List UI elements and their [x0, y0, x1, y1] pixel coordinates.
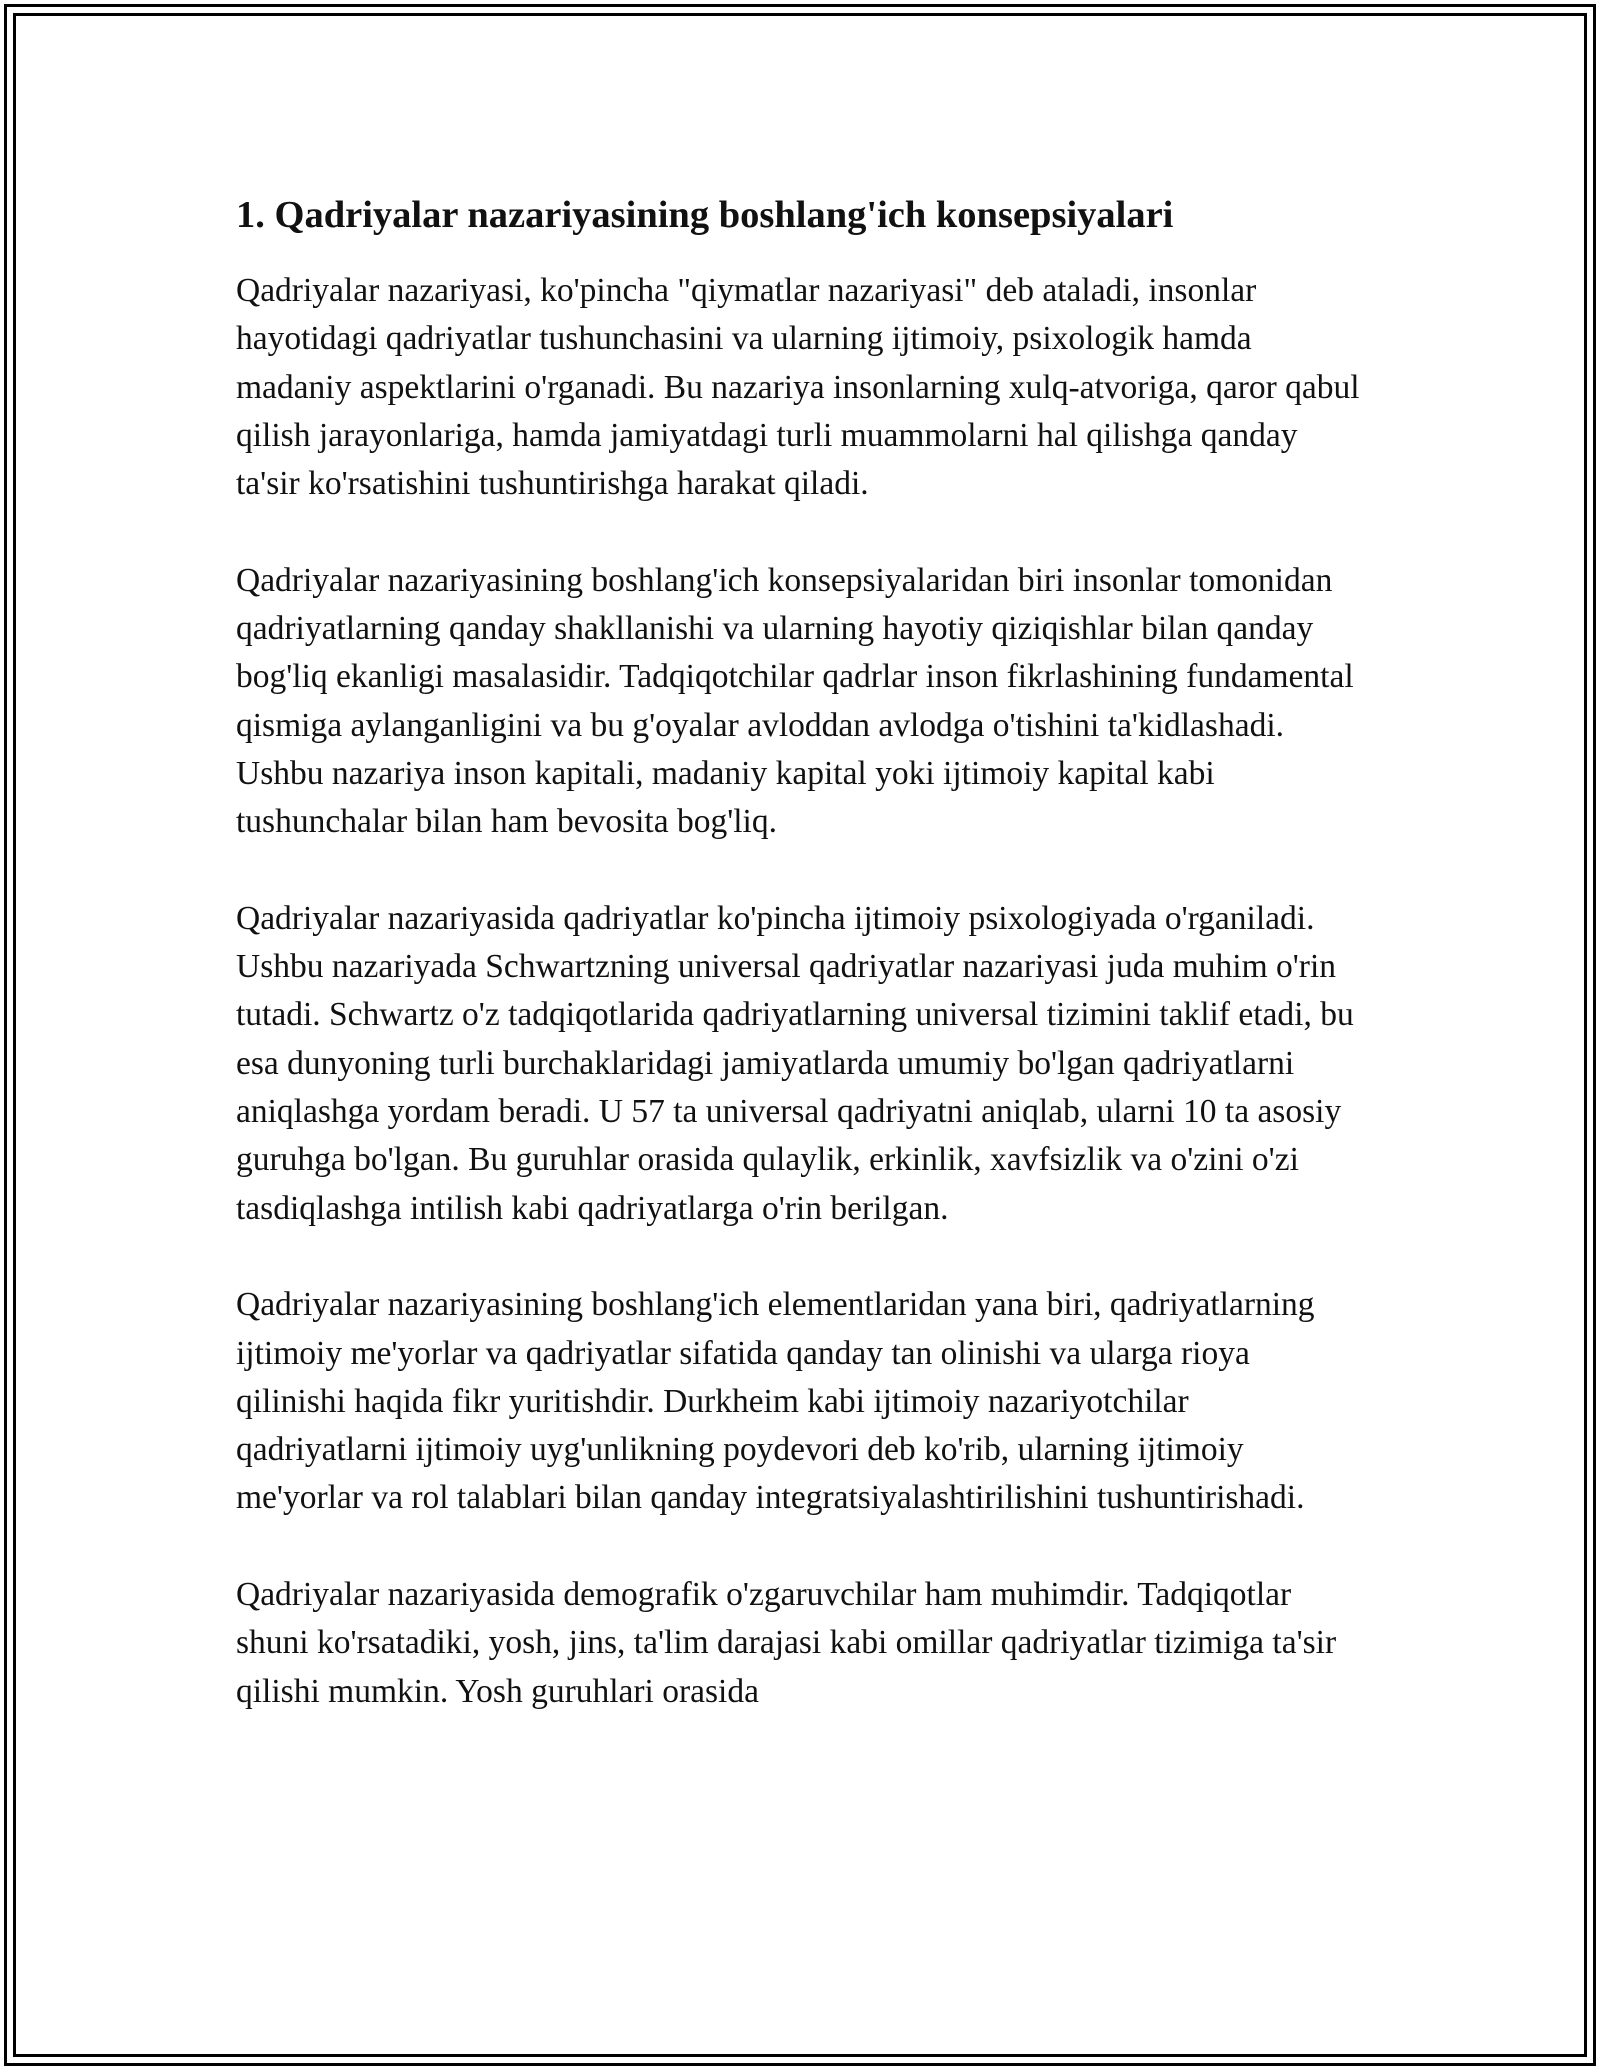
paragraph-2: Qadriyalar nazariyasining boshlang'ich konsepsiyalaridan biri insonlar tomonidan qadriyatlarning qanday shakllanishi va ularning hayotiy qiziqishlar bilan qanday bog'liq ekanligi masalasidir. Tadqiqotchilar qadrlar inson fikrlashining fundamental qismiga aylanganligini va bu g'oyalar avloddan avlodga o'tishini ta'kidlashadi. Ushbu nazariya inson kapitali, madaniy kapital yoki ijtimoiy kapital kabi tushunchalar bilan ham bevosita bog'liq.	[236, 561, 1354, 841]
paragraph-1: Qadriyalar nazariyasi, ko'pincha "qiymatlar nazariyasi" deb ataladi, insonlar hayotidagi qadriyatlar tushunchasini va ularning ijtimoiy, psixologik hamda madaniy aspektlarini o'rganadi. Bu nazariya insonlarning xulq-atvoriga, qaror qabul qilish jarayonlariga, hamda jamiyatdagi turli muammolarni hal qilishga qanday ta'sir ko'rsatishini tushuntirishga harakat qiladi.	[236, 272, 1360, 503]
paragraph-5: Qadriyalar nazariyasida demografik o'zgaruvchilar ham muhimdir. Tadqiqotlar shuni ko'rsatadiki, yosh, jins, ta'lim darajasi kabi omillar qadriyatlar tizimiga ta'sir qilishi mumkin. Yosh guruhlari orasida	[236, 1576, 1337, 1710]
paragraph-3: Qadriyalar nazariyasida qadriyatlar ko'pincha ijtimoiy psixologiyada o'rganiladi. Ushbu nazariyada Schwartzning universal qadriyatlar nazariyasi juda muhim o'rin tutadi. Schwartz o'z tadqiqotlarida qadriyatlarning universal tizimini taklif etadi, bu esa dunyoning turli burchaklaridagi jamiyatlarda umumiy bo'lgan qadriyatlarni aniqlashga yordam beradi. U 57 ta universal qadriyatni aniqlab, ularni 10 ta asosiy guruhga bo'lgan. Bu guruhlar orasida qulaylik, erkinlik, xavfsizlik va o'zini o'zi tasdiqlashga intilish kabi qadriyatlarga o'rin berilgan.	[236, 899, 1354, 1227]
section-heading: 1. Qadriyalar nazariyasining boshlang'ich konsepsiyalari	[236, 194, 1174, 236]
document-body	[236, 188, 1366, 1764]
paragraph-4: Qadriyalar nazariyasining boshlang'ich elementlaridan yana biri, qadriyatlarning ijtimoiy me'yorlar va qadriyatlar sifatida qanday tan olinishi va ularga rioya qilinishi haqida fikr yuritishdir. Durkheim kabi ijtimoiy nazariyotchilar qadriyatlarni ijtimoiy uyg'unlikning poydevori deb ko'rib, ularning ijtimoiy me'yorlar va rol talablari bilan qanday integratsiyalashtirilishini tushuntirishadi.	[236, 1286, 1315, 1517]
